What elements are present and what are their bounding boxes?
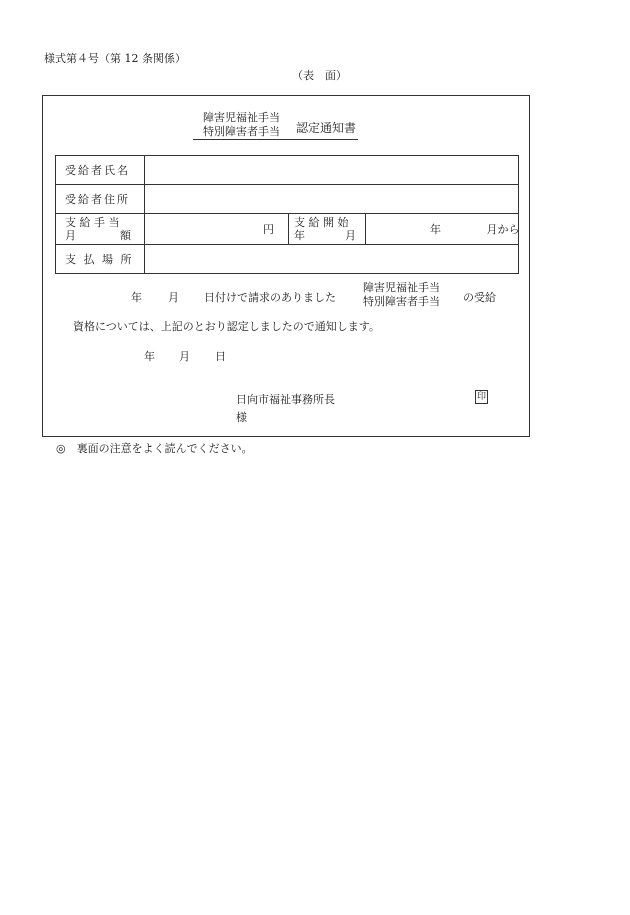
payment-start-field[interactable] [366, 214, 519, 245]
start-month-unit: 月から [486, 223, 520, 236]
body-allowance-line2: 特別障害者手当 [363, 295, 440, 308]
recipient-address-field[interactable] [145, 185, 519, 214]
monthly-amount-field[interactable] [145, 214, 289, 245]
request-year-unit: 年 [131, 291, 142, 304]
monthly-amount-label [56, 214, 145, 245]
payment-start-label-line1: 支 給 開 始 [294, 216, 349, 229]
recipient-info-table [55, 155, 519, 274]
table-row [56, 185, 519, 214]
yen-unit: 円 [263, 223, 274, 236]
payment-place-field[interactable] [145, 245, 519, 274]
recipient-address-label: 受給者住所 [56, 185, 145, 214]
start-year-unit: 年 [430, 223, 441, 236]
recipient-name-label: 受給者氏名 [56, 156, 145, 185]
notice-date-month: 月 [179, 350, 190, 363]
payment-place-label: 支 払 場 所 [56, 245, 145, 274]
title-suffix: 認定通知書 [296, 121, 357, 135]
monthly-amount-label-line2 [65, 229, 131, 242]
addressee-suffix: 様 [236, 411, 247, 424]
table-row [56, 156, 519, 185]
request-text: 日付けで請求のありました [204, 291, 336, 304]
request-month-unit: 月 [168, 291, 179, 304]
recipient-name-field[interactable] [145, 156, 519, 185]
payment-start-label-line2 [294, 229, 356, 242]
form-number: 様式第４号（第 12 条関係） [44, 52, 186, 65]
body-allowance-types [363, 281, 440, 309]
monthly-amount-label-line1: 支 給 手 当 [65, 216, 120, 229]
seal-mark [475, 390, 488, 404]
title-underline [193, 139, 358, 140]
request-suffix: の受給 [463, 291, 496, 304]
body-allowance-line1: 障害児福祉手当 [363, 281, 440, 294]
table-row [56, 245, 519, 274]
table-row [56, 214, 519, 245]
title-allowance-types [203, 111, 280, 139]
issuer-name: 日向市福祉事務所長 [236, 393, 335, 406]
payment-start-label-month: 月 [345, 229, 356, 242]
title-allowance-line2: 特別障害者手当 [203, 125, 280, 138]
notice-sentence: 資格については、上記のとおり認定しましたので通知します。 [73, 320, 380, 333]
notice-date-year: 年 [144, 350, 155, 363]
side-indicator: （表 面） [292, 69, 347, 82]
monthly-amount-label-amount: 額 [120, 229, 131, 242]
notice-date-day: 日 [215, 350, 226, 363]
seal-text: 印 [476, 392, 486, 402]
payment-start-label [289, 214, 366, 245]
title-allowance-line1: 障害児福祉手当 [203, 111, 280, 124]
monthly-amount-label-month: 月 [65, 229, 76, 242]
reverse-side-note: ◎ 裏面の注意をよく読んでください。 [56, 442, 253, 455]
payment-start-label-year: 年 [294, 229, 305, 242]
